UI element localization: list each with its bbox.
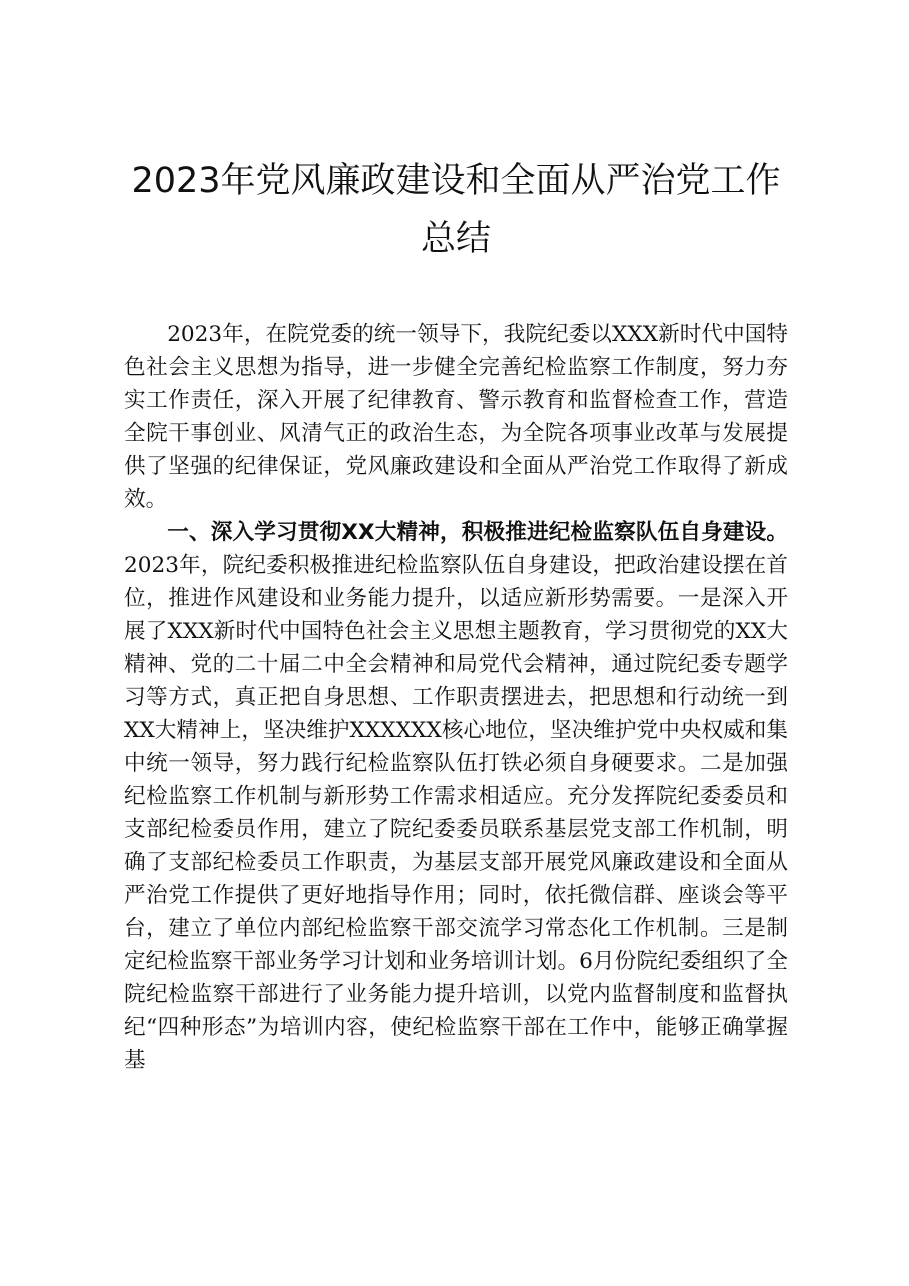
intro-paragraph	[124, 318, 788, 516]
document-title: 2023年党风廉政建设和全面从严治党工作总结	[131, 161, 781, 259]
section-1-heading: 一、深入学习贯彻XX大精神，积极推进纪检监察队伍自身建设。	[167, 520, 788, 545]
section-1-paragraph	[124, 516, 788, 1077]
section-1-text: 2023年，院纪委积极推进纪检监察队伍自身建设，把政治建设摆在首位，推进作风建设和业务能力提升，以适应新形势需要。一是深入开展了XXX新时代中国特色社会主义思想主题教育，学习贯彻党的XX大精神、党的二十届二中全会精神和局党代会精神，通过院纪委专题学习等方式，真正把自身思想、工作职责摆进去，把思想和行动统一到XX大精神上，坚决维护XXXXXX核心地位，坚决维护党中央权威和集中统一领导，努力践行纪检监察队伍打铁必须自身硬要求。二是加强纪检监察工作机制与新形势工作需求相适应。充分发挥院纪委委员和支部纪检委员作用，建立了院纪委委员联系基层党支部工作机制，明确了支部纪检委员工作职责，为基层支部开展党风廉政建设和全面从严治党工作提供了更好地指导作用；同时，依托微信群、座谈会等平台，建立了单位内部纪检监察干部交流学习常态化工作机制。三是制定纪检监察干部业务学习计划和业务培训计划。6月份院纪委组织了全院纪检监察干部进行了业务能力提升培训，以党内监督制度和监督执纪“四种形态”为培训内容，使纪检监察干部在工作中，能够正确掌握基	[124, 553, 788, 1073]
intro-paragraph-text: 2023年，在院党委的统一领导下，我院纪委以XXX新时代中国特色社会主义思想为指导，进一步健全完善纪检监察工作制度，努力夯实工作责任，深入开展了纪律教育、警示教育和监督检查工作，营造全院干事创业、风清气正的政治生态，为全院各项事业改革与发展提供了坚强的纪律保证，党风廉政建设和全面从严治党工作取得了新成效。	[124, 322, 788, 512]
document-body	[124, 318, 788, 1077]
